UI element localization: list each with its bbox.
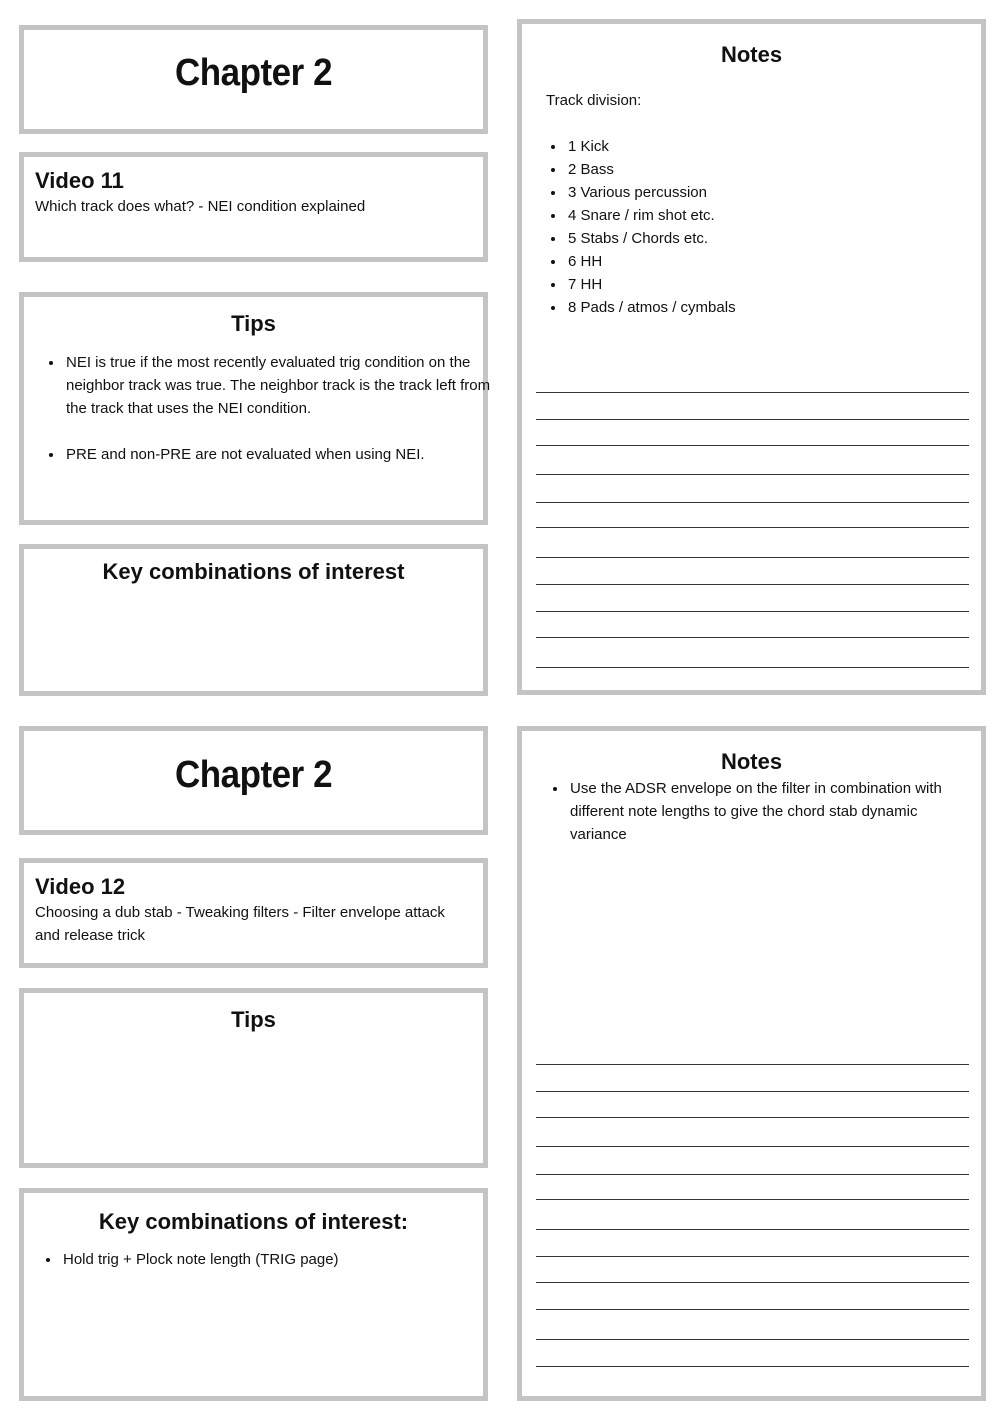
video-box (19, 858, 488, 968)
list-item: • 8 Pads / atmos / cymbals (566, 296, 966, 319)
keycombos-heading: Key combinations of interest (102, 559, 405, 584)
keycombos-heading: Key combinations of interest: (98, 1209, 409, 1234)
video-description: Which track does what? - NEI condition explained (35, 198, 366, 215)
list-item: • 5 Stabs / Chords etc. (566, 227, 966, 250)
list-item: • Hold trig + Plock note length (TRIG page) (61, 1248, 481, 1271)
writing-line (536, 1366, 969, 1367)
chapter-box (19, 726, 488, 835)
notes-box (517, 19, 986, 695)
notes-heading: Notes (720, 42, 783, 67)
list-item: • 6 HH (566, 250, 966, 273)
list-item: • 4 Snare / rim shot etc. (566, 204, 966, 227)
chapter-title: Chapter 2 (174, 52, 333, 94)
writing-line (536, 527, 969, 528)
keycombos-list (41, 1248, 481, 1271)
writing-line (536, 1146, 969, 1147)
list-item: • 3 Various percussion (566, 181, 966, 204)
list-item: • 7 HH (566, 273, 966, 296)
notes-heading: Notes (720, 749, 783, 774)
writing-line (536, 1117, 969, 1118)
writing-line (536, 474, 969, 475)
writing-line (536, 1282, 969, 1283)
tips-box (19, 292, 491, 525)
writing-line (536, 1229, 969, 1230)
writing-line (536, 445, 969, 446)
keycombos-box (19, 544, 488, 696)
writing-line (536, 1256, 969, 1257)
video-box (19, 152, 488, 262)
writing-line (536, 1199, 969, 1200)
writing-line (536, 419, 969, 420)
tips-heading: Tips (231, 1007, 276, 1032)
tips-heading: Tips (231, 311, 276, 336)
video-title: Video 11 (35, 168, 124, 193)
writing-line (536, 584, 969, 585)
writing-line (536, 637, 969, 638)
notes-list (548, 777, 973, 846)
chapter-title: Chapter 2 (174, 754, 333, 796)
tips-list (44, 351, 494, 466)
writing-line (536, 1339, 969, 1340)
writing-line (536, 667, 969, 668)
notes-list (546, 135, 966, 319)
writing-line (536, 502, 969, 503)
tips-box (19, 988, 488, 1168)
writing-line (536, 1309, 969, 1310)
video-title: Video 12 (35, 874, 126, 899)
list-item: • Use the ADSR envelope on the filter in combination with different note lengths to give the chord stab dynamic variance (568, 777, 973, 846)
list-item: • PRE and non-PRE are not evaluated when using NEI. (64, 443, 494, 466)
video-description: Choosing a dub stab - Tweaking filters - Filter envelope attack and release trick (35, 904, 445, 944)
notes-box (517, 726, 986, 1401)
writing-line (536, 392, 969, 393)
writing-line (536, 1174, 969, 1175)
list-item: • 1 Kick (566, 135, 966, 158)
writing-line (536, 1091, 969, 1092)
keycombos-box (19, 1188, 488, 1401)
list-item: • 2 Bass (566, 158, 966, 181)
notes-intro: Track division: (546, 92, 642, 109)
writing-line (536, 611, 969, 612)
list-item: • NEI is true if the most recently evaluated trig condition on the neighbor track was true. The neighbor track is the track left from the track that uses the NEI condition. (64, 351, 494, 420)
chapter-box (19, 25, 488, 134)
writing-line (536, 557, 969, 558)
writing-line (536, 1064, 969, 1065)
